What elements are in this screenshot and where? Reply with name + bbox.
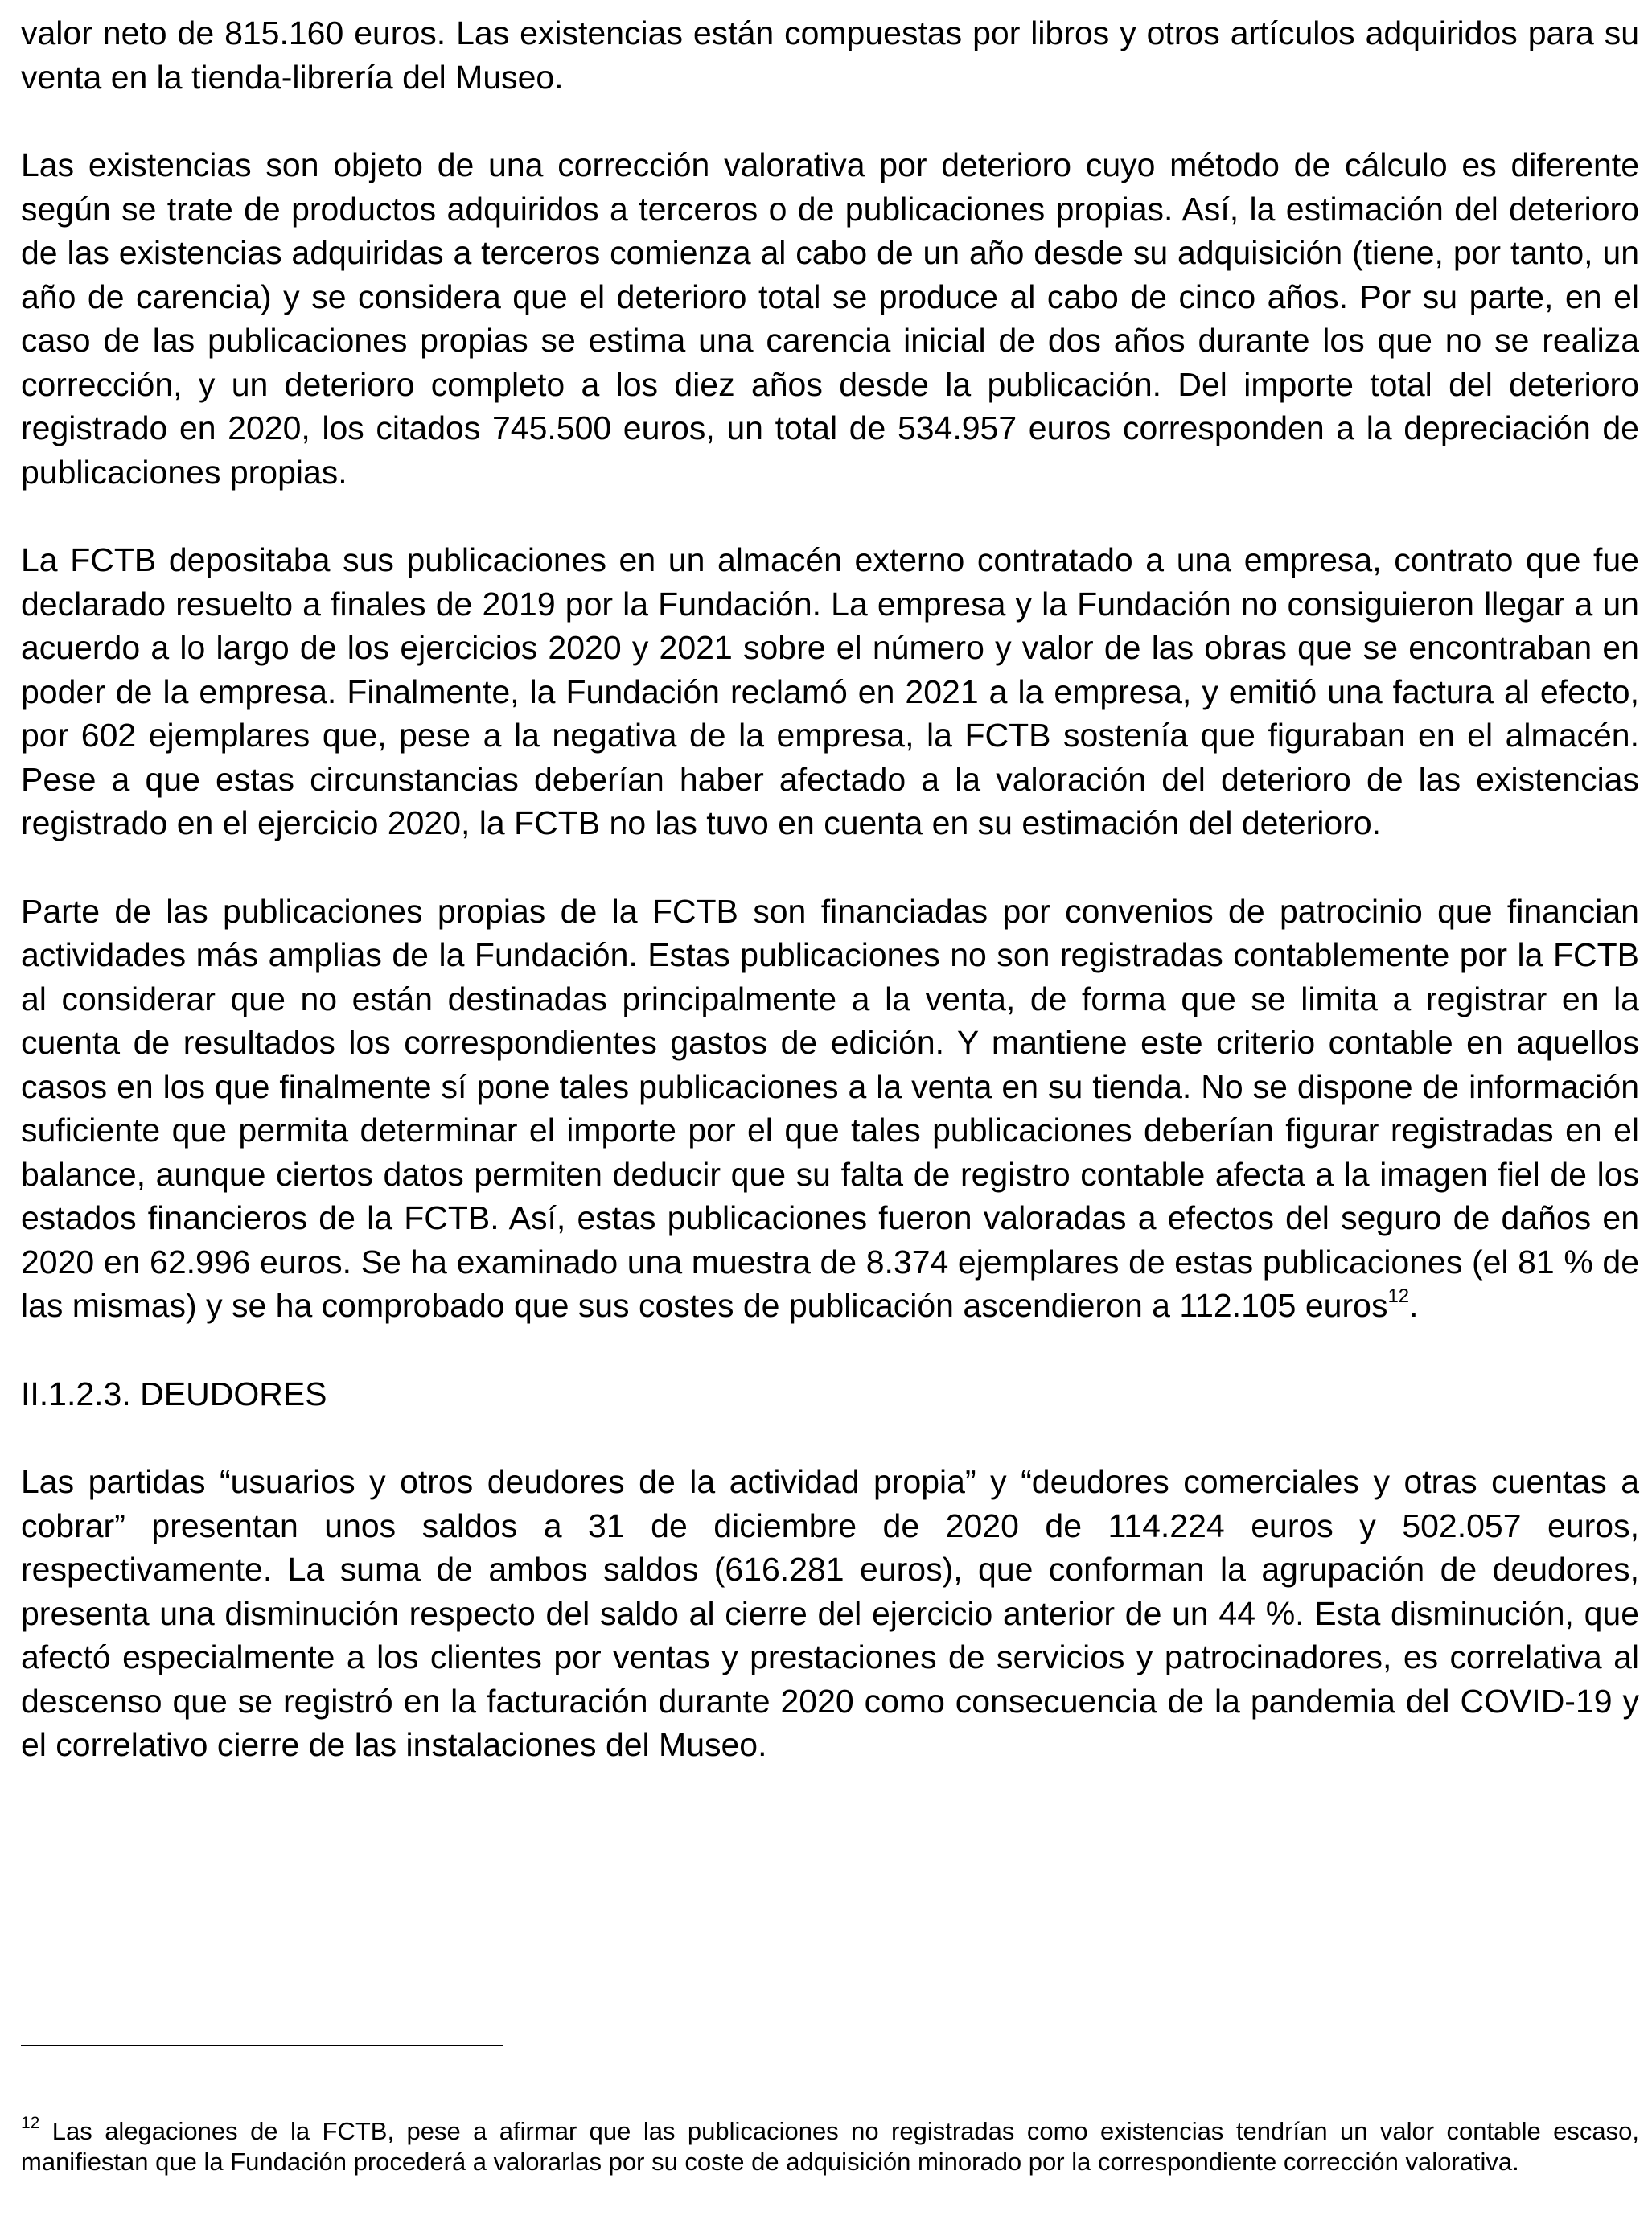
- document-body: [21, 11, 1639, 1767]
- footnote-number: 12: [21, 2114, 40, 2132]
- paragraph-almacen-externo: La FCTB depositaba sus publicaciones en un almacén externo contratado a una empresa, contrato que fue declarado resuelto a finales de 2019 por la Fundación. La empresa y la Fundación no consiguieron llegar a un acuerdo a lo largo de los ejercicios 2020 y 2021 sobre el número y valor de las obras que se encontraban en poder de la empresa. Finalmente, la Fundación reclamó en 2021 a la empresa, y emitió una factura al efecto, por 602 ejemplares que, pese a la negativa de la empresa, la FCTB sostenía que figuraban en el almacén. Pese a que estas circunstancias deberían haber afectado a la valoración del deterioro de las existencias registrado en el ejercicio 2020, la FCTB no las tuvo en cuenta en su estimación del deterioro.: [21, 541, 1639, 841]
- footnote-reference[interactable]: 12: [1387, 1285, 1410, 1307]
- paragraph-correccion-valorativa: Las existencias son objeto de una corrección valorativa por deterioro cuyo método de cálculo es diferente según se trate de productos adquiridos a terceros o de publicaciones propias. Así, la estimación del deterioro de las existencias adquiridas a terceros comienza al cabo de un año desde su adquisición (tiene, por tanto, un año de carencia) y se considera que el deterioro total se produce al cabo de cinco años. Por su parte, en el caso de las publicaciones propias se estima una carencia inicial de dos años durante los que no se realiza corrección, y un deterioro completo a los diez años desde la publicación. Del importe total del deterioro registrado en 2020, los citados 745.500 euros, un total de 534.957 euros corresponden a la depreciación de publicaciones propias.: [21, 146, 1639, 491]
- paragraph-end-punctuation: .: [1409, 1287, 1419, 1324]
- paragraph-existencias-valor: valor neto de 815.160 euros. Las existencias están compuestas por libros y otros artículos adquiridos para su venta en la tienda-librería del Museo.: [21, 14, 1639, 96]
- paragraph-publicaciones-propias-text: Parte de las publicaciones propias de la FCTB son financiadas por convenios de patrocinio que financian actividades más amplias de la Fundación. Estas publicaciones no son registradas contablemente por la FCTB al considerar que no están destinadas principalmente a la venta, de forma que se limita a registrar en la cuenta de resultados los correspondientes gastos de edición. Y mantiene este criterio contable en aquellos casos en los que finalmente sí pone tales publicaciones a la venta en su tienda. No se dispone de información suficiente que permita determinar el importe por el que tales publicaciones deberían figurar registradas en el balance, aunque ciertos datos permiten deducir que su falta de registro contable afecta a la imagen fiel de los estados financieros de la FCTB. Así, estas publicaciones fueron valoradas a efectos del seguro de daños en 2020 en 62.996 euros. Se ha examinado una muestra de 8.374 ejemplares de estas publicaciones (el 81 % de las mismas) y se ha comprobado que sus costes de publicación ascendieron a 112.105 euros: [21, 892, 1639, 1324]
- footnote-separator: [21, 2045, 503, 2046]
- paragraph-publicaciones-propias: [21, 890, 1639, 1328]
- footnote-text: Las alegaciones de la FCTB, pese a afirmar que las publicaciones no registradas como existencias tendrían un valor contable escaso, manifiestan que la Fundación procederá a valorarlas por su coste de adquisición minorado por la correspondiente corrección valorativa.: [21, 2117, 1639, 2176]
- footnote: [21, 2116, 1639, 2177]
- paragraph-deudores: Las partidas “usuarios y otros deudores de la actividad propia” y “deudores comerciales y otras cuentas a cobrar” presentan unos saldos a 31 de diciembre de 2020 de 114.224 euros y 502.057 euros, respectivamente. La suma de ambos saldos (616.281 euros), que conforman la agrupación de deudores, presenta una disminución respecto del saldo al cierre del ejercicio anterior de un 44 %. Esta disminución, que afectó especialmente a los clientes por ventas y prestaciones de servicios y patrocinadores, es correlativa al descenso que se registró en la facturación durante 2020 como consecuencia de la pandemia del COVID-19 y el correlativo cierre de las instalaciones del Museo.: [21, 1463, 1639, 1763]
- section-heading: II.1.2.3. DEUDORES: [21, 1375, 327, 1412]
